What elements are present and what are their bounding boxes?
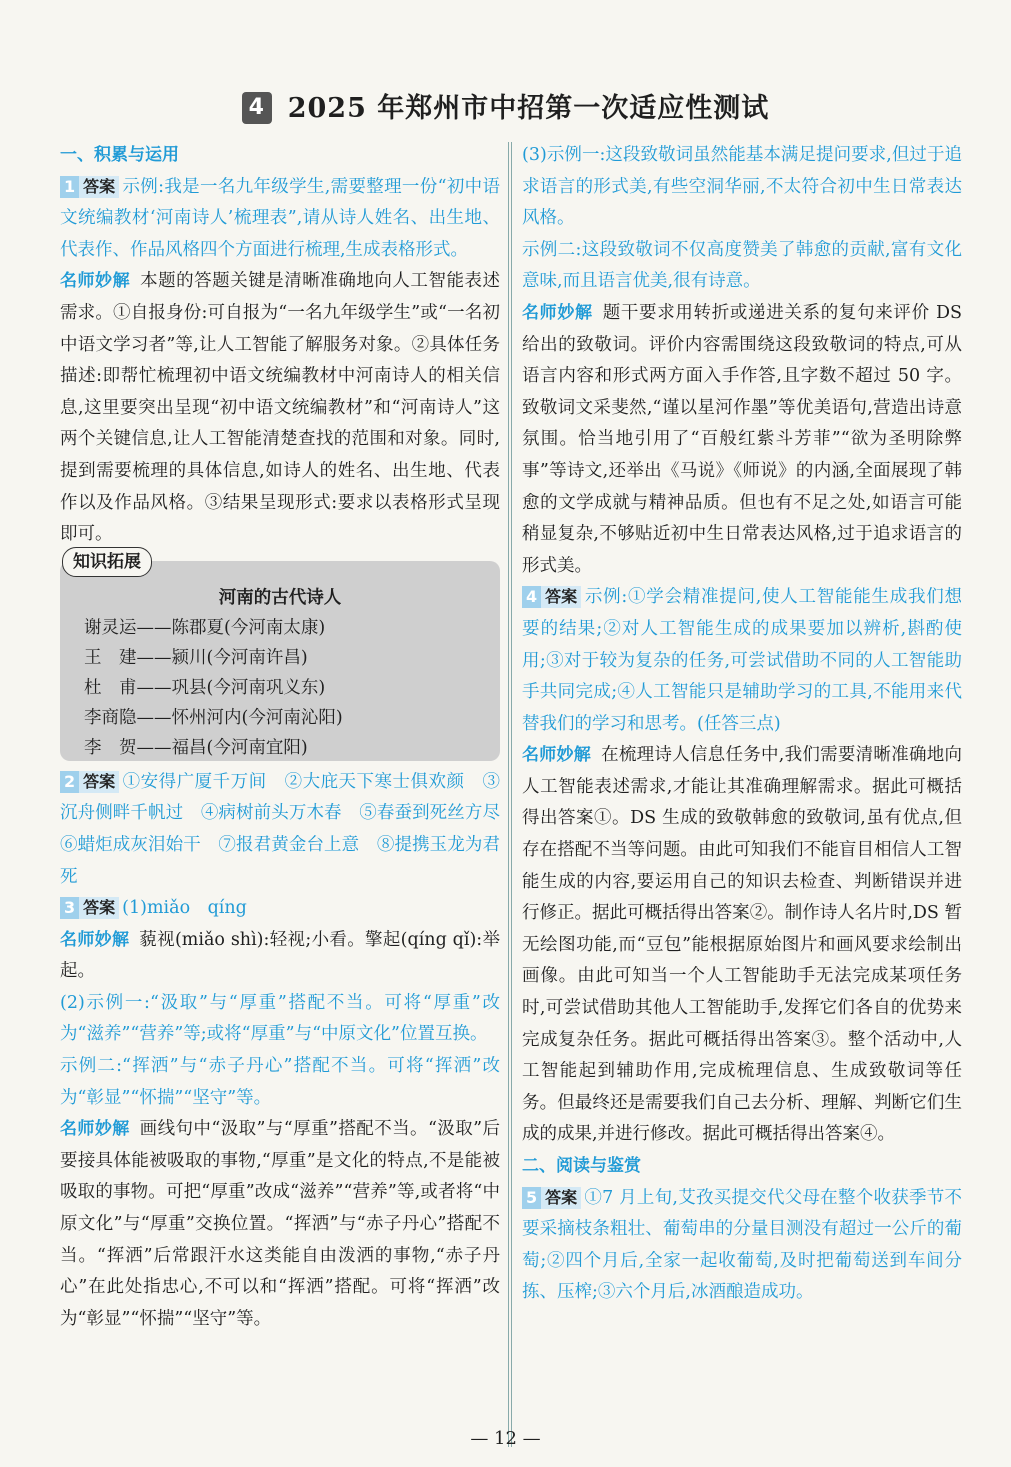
- explain-label: 名师妙解: [522, 745, 592, 766]
- question-number-1: 1: [60, 176, 79, 198]
- q4-answer-block: [522, 582, 962, 740]
- page-title: [0, 86, 1011, 125]
- answer-label: 答案: [79, 176, 119, 198]
- test-title: 2025 年郑州市中招第一次适应性测试: [287, 93, 770, 124]
- q3-sub2: (2)示例一:“汲取”与“厚重”搭配不当。可将“厚重”改为“滋养”“营养”等;或将“厚重”与“中原文化”位置互换。: [60, 992, 500, 1045]
- explain-label: 名师妙解: [60, 1119, 130, 1140]
- knowledge-box: [60, 551, 500, 761]
- poet-row: 王 建——颍川(今河南许昌): [84, 647, 308, 668]
- q3-explain-block: [60, 925, 500, 988]
- q3-explain: 藐视(miǎo shì):轻视;小看。擎起(qíng qǐ):举起。: [60, 929, 501, 982]
- poet-row: 谢灵运——陈郡夏(今河南太康): [84, 617, 326, 638]
- q3-explain3: 题干要求用转折或递进关系的复句来评价 DS 给出的致敬词。评价内容需围绕这段致敬词的特点,可从语言内容和形式两方面入手作答,且字数不超过 50 字。致敬词文采斐然,“谨以星河作墨”等优美语句,营造出诗意氛围。恰当地引用了“百般红紫斗芳菲”“欲为圣明除弊事”等诗文,还举出《马说》《师说》的内涵,全面展现了韩愈的文学成就与精神品质。但也有不足之处,如语言可能稍显复杂,不够贴近初中生日常表达风格,过于追求语言的形式美。: [522, 302, 962, 576]
- q5-answer-block: [522, 1183, 962, 1309]
- knowledge-tag: 知识拓展: [62, 547, 152, 577]
- q3-explain2: 画线句中“汲取”与“厚重”搭配不当。“汲取”后要接具体能被吸取的事物,“厚重”是文化的特点,不是能被吸取的事物。可把“厚重”改成“滋养”“营养”等,或者将“中原文化”与“厚重”交换位置。“挥洒”与“赤子丹心”搭配不当。“挥洒”后常跟汗水这类能自由泼洒的事物,“赤子丹心”在此处指忠心,不可以和“挥洒”搭配。可将“挥洒”改为“彰显”“怀揣”“坚守”等。: [60, 1119, 500, 1329]
- question-number-2: 2: [60, 771, 79, 793]
- q2-answer-block: [60, 767, 518, 893]
- q1-answer: 示例:我是一名九年级学生,需要整理一份“初中语文统编教材‘河南诗人’梳理表”,请从诗人姓名、出生地、代表作、作品风格四个方面进行梳理,生成表格形式。: [60, 176, 500, 260]
- explain-label: 名师妙解: [60, 271, 131, 292]
- test-number-badge: 4: [242, 92, 272, 124]
- section-heading-1: 一、积累与运用: [60, 145, 179, 165]
- q4-explain-block: [522, 740, 962, 1151]
- right-column: [522, 140, 962, 1309]
- q3-explain2-block: [60, 1114, 500, 1335]
- explain-label: 名师妙解: [522, 302, 593, 323]
- q4-explain: 在梳理诗人信息任务中,我们需要清晰准确地向人工智能表述需求,才能让其准确理解需求。据此可概括得出答案①。DS 生成的致敬韩愈的致敬词,虽有优点,但存在搭配不当等问题。由此可知我们不能盲目相信人工智能生成的内容,要运用自己的知识去检查、判断错误并进行修正。据此可概括得出答案②。制作诗人名片时,DS 暂无绘图功能,而“豆包”能根据原始图片和画风要求绘制出画像。由此可知当一个人工智能助手无法完成某项任务时,可尝试借助其他人工智能助手,发挥它们各自的优势来完成复杂任务。据此可概括得出答案③。整个活动中,人工智能起到辅助作用,完成梳理信息、生成致敬词等任务。但最终还是需要我们自己去分析、理解、判断它们生成的成果,并进行修改。据此可概括得出答案④。: [522, 745, 963, 1145]
- q2-answer: ①安得广厦千万间 ②大庇天下寒士俱欢颜 ③沉舟侧畔千帆过 ④病树前头万木春 ⑤春蚕到死丝方尽 ⑥蜡炬成灰泪始干 ⑦报君黄金台上意 ⑧提携玉龙为君死: [60, 771, 518, 887]
- q3-explain3-block: [522, 298, 962, 582]
- q3-answer-block: [60, 893, 500, 925]
- column-divider: [508, 142, 512, 1447]
- q3-sub3b: 示例二:这段致敬词不仅高度赞美了韩愈的贡献,富有文化意味,而且语言优美,很有诗意。: [522, 239, 962, 292]
- q1-explain-block: [60, 266, 500, 550]
- answer-label: 答案: [541, 1187, 581, 1209]
- poet-row: 李 贺——福昌(今河南宜阳): [84, 737, 308, 758]
- q3-answer: (1)miǎo qíng: [122, 898, 247, 919]
- question-number-3: 3: [60, 897, 79, 919]
- q4-answer: 示例:①学会精准提问,使人工智能能生成我们想要的结果;②对人工智能生成的成果要加以辨析,斟酌使用;③对于较为复杂的任务,可尝试借助不同的人工智能助手共同完成;④人工智能只是辅助学习的工具,不能用来代替我们的学习和思考。(任答三点): [522, 587, 962, 734]
- explain-label: 名师妙解: [60, 929, 130, 950]
- q3-sub3: (3)示例一:这段致敬词虽然能基本满足提问要求,但过于追求语言的形式美,有些空洞华丽,不太符合初中生日常表达风格。: [522, 145, 962, 229]
- answer-label: 答案: [79, 771, 119, 793]
- q1-answer-block: [60, 172, 500, 267]
- answer-label: 答案: [79, 897, 119, 919]
- page-number: — 12 —: [470, 1428, 541, 1449]
- question-number-4: 4: [522, 586, 541, 608]
- poet-row: 杜 甫——巩县(今河南巩义东): [84, 677, 326, 698]
- question-number-5: 5: [522, 1187, 541, 1209]
- poet-row: 李商隐——怀州河内(今河南沁阳): [84, 707, 343, 728]
- left-column: [60, 140, 518, 1335]
- section-heading-2: 二、阅读与鉴赏: [522, 1156, 641, 1176]
- q1-explain: 本题的答题关键是清晰准确地向人工智能表述需求。①自报身份:可自报为“一名九年级学生”或“一名初中语文学习者”等,让人工智能了解服务对象。②具体任务描述:即帮忙梳理初中语文统编教材中河南诗人的相关信息,这里要突出呈现“初中语文统编教材”和“河南诗人”这两个关键信息,让人工智能清楚查找的范围和对象。同时,提到需要梳理的具体信息,如诗人的姓名、出生地、代表作以及作品风格。③结果呈现形式:要求以表格形式呈现即可。: [60, 271, 501, 545]
- q5-answer: ①7 月上旬,艾孜买提交代父母在整个收获季节不要采摘枝条粗壮、葡萄串的分量目测没有超过一公斤的葡萄;②四个月后,全家一起收葡萄,及时把葡萄送到车间分拣、压榨;③六个月后,冰酒酿造成功。: [522, 1187, 962, 1303]
- knowledge-title: 河南的古代诗人: [218, 587, 342, 608]
- q3-sub2b: 示例二:“挥洒”与“赤子丹心”搭配不当。可将“挥洒”改为“彰显”“怀揣”“坚守”等。: [60, 1056, 500, 1108]
- answer-label: 答案: [541, 586, 581, 608]
